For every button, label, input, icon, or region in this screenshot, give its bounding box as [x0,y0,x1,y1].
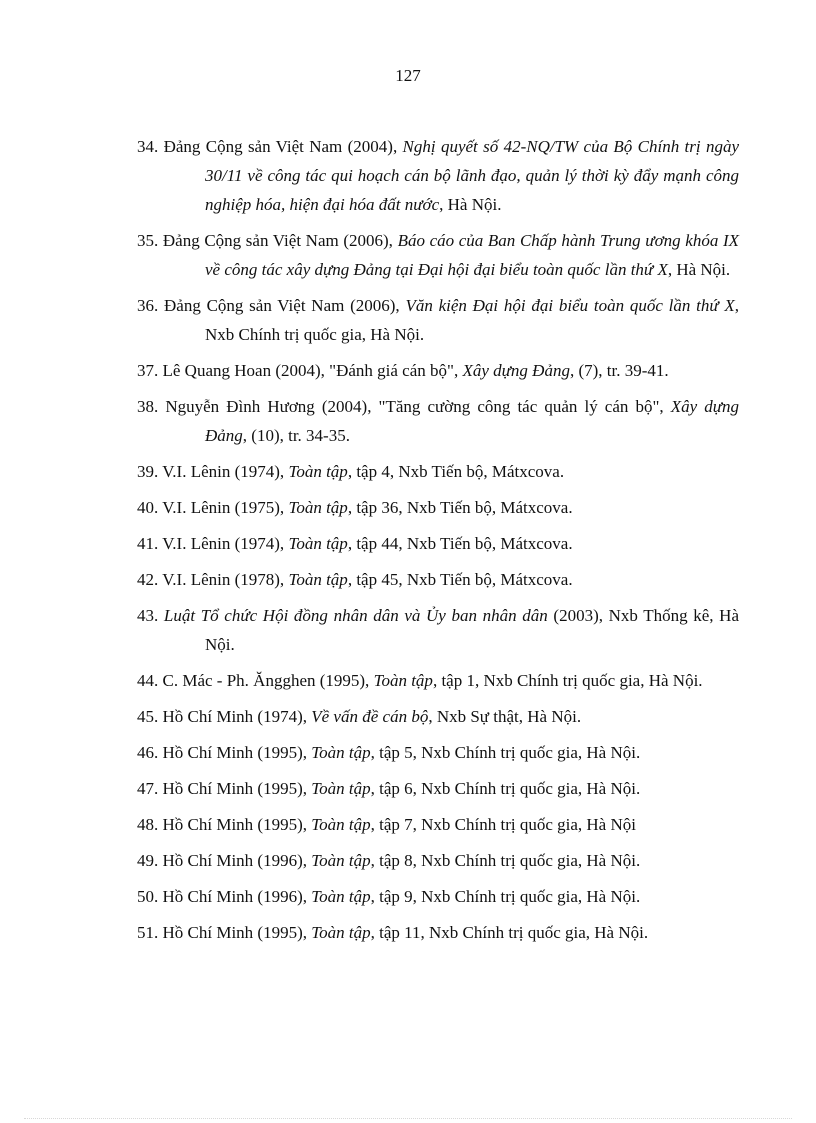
reference-item [137,132,739,219]
reference-item [137,918,739,947]
reference-title: Nghị quyết số 42-NQ/TW của Bộ Chính trị ngày 30/11 về công tác qui hoạch cán bộ lãnh đạo, quản lý thời kỳ đẩy mạnh công nghiệp hóa, hiện đại hóa đất nước [205,137,739,214]
reference-author: Lê Quang Hoan (2004), "Đánh giá cán bộ", [162,361,459,380]
reference-number: 43. [137,606,159,625]
reference-author: Nguyễn Đình Hương (2004), "Tăng cường công tác quản lý cán bộ", [165,397,664,416]
reference-title: Toàn tập [311,743,371,762]
reference-title: Toàn tập [311,779,371,798]
reference-title: Toàn tập [311,815,371,834]
reference-details: , tập 36, Nxb Tiến bộ, Mátxcova. [347,498,573,517]
reference-number: 48. [137,815,159,834]
reference-title: Luật Tổ chức Hội đồng nhân dân và Ủy ban nhân dân [163,606,548,625]
reference-author: Hồ Chí Minh (1995), [162,743,307,762]
reference-item [137,601,739,659]
reference-number: 50. [137,887,159,906]
reference-title: Văn kiện Đại hội đại biểu toàn quốc lần thứ X [405,296,735,315]
reference-details: , tập 1, Nxb Chính trị quốc gia, Hà Nội. [432,671,703,690]
reference-author: V.I. Lênin (1975), [162,498,285,517]
reference-author: Đảng Cộng sản Việt Nam (2004), [163,137,398,156]
reference-title: Toàn tập [288,462,348,481]
reference-author: Hồ Chí Minh (1974), [162,707,307,726]
reference-details: , tập 45, Nxb Tiến bộ, Mátxcova. [347,570,573,589]
reference-item [137,738,739,767]
reference-item [137,846,739,875]
reference-title: Toàn tập [288,570,348,589]
reference-details: , Nxb Chính trị quốc gia, Hà Nội. [205,296,740,344]
reference-details: , tập 11, Nxb Chính trị quốc gia, Hà Nội. [370,923,649,942]
reference-number: 47. [137,779,159,798]
reference-details: , Hà Nội. [667,260,731,279]
reference-item [137,392,739,450]
reference-number: 39. [137,462,159,481]
reference-item [137,882,739,911]
reference-title: Xây dựng Đảng [205,397,740,445]
reference-list [137,132,739,954]
reference-title: Về vấn đề cán bộ [311,707,429,726]
reference-author: Hồ Chí Minh (1995), [162,923,307,942]
reference-details: , tập 9, Nxb Chính trị quốc gia, Hà Nội. [370,887,641,906]
reference-item [137,291,739,349]
reference-number: 45. [137,707,159,726]
reference-number: 36. [137,296,159,315]
reference-details: , tập 8, Nxb Chính trị quốc gia, Hà Nội. [370,851,641,870]
reference-item [137,774,739,803]
reference-title: Xây dựng Đảng [462,361,570,380]
page-bottom-rule [24,1118,792,1119]
reference-number: 38. [137,397,159,416]
reference-number: 49. [137,851,159,870]
reference-item [137,356,739,385]
reference-item [137,529,739,558]
reference-author: V.I. Lênin (1974), [162,462,285,481]
reference-details: , Nxb Sự thật, Hà Nội. [428,707,582,726]
reference-title: Toàn tập [311,887,371,906]
reference-item [137,666,739,695]
reference-details: , tập 4, Nxb Tiến bộ, Mátxcova. [347,462,565,481]
reference-title: Toàn tập [288,498,348,517]
reference-item [137,493,739,522]
reference-author: Hồ Chí Minh (1996), [162,887,307,906]
reference-details: , Hà Nội. [439,195,502,214]
reference-item [137,810,739,839]
reference-number: 37. [137,361,159,380]
reference-item [137,702,739,731]
reference-details: , tập 44, Nxb Tiến bộ, Mátxcova. [347,534,573,553]
reference-number: 42. [137,570,159,589]
reference-title: Toàn tập [311,923,371,942]
reference-number: 35. [137,231,159,250]
reference-title: Toàn tập [373,671,433,690]
reference-author: Hồ Chí Minh (1996), [162,851,307,870]
reference-details: , tập 6, Nxb Chính trị quốc gia, Hà Nội. [370,779,641,798]
reference-item [137,565,739,594]
reference-details: , tập 7, Nxb Chính trị quốc gia, Hà Nội [370,815,636,834]
reference-number: 41. [137,534,159,553]
reference-number: 40. [137,498,159,517]
reference-author: V.I. Lênin (1974), [162,534,285,553]
reference-author: Đảng Cộng sản Việt Nam (2006), [162,231,393,250]
reference-number: 51. [137,923,159,942]
reference-author: Đảng Cộng sản Việt Nam (2006), [164,296,400,315]
reference-details: (2003), Nxb Thống kê, Hà Nội. [205,606,739,654]
reference-number: 34. [137,137,159,156]
reference-title: Toàn tập [288,534,348,553]
reference-author: Hồ Chí Minh (1995), [162,815,307,834]
reference-details: , tập 5, Nxb Chính trị quốc gia, Hà Nội. [370,743,641,762]
reference-details: , (7), tr. 39-41. [569,361,669,380]
reference-author: C. Mác - Ph. Ăngghen (1995), [162,671,370,690]
reference-item [137,457,739,486]
reference-title: Báo cáo của Ban Chấp hành Trung ương khóa IX về công tác xây dựng Đảng tại Đại hội đại biểu toàn quốc lần thứ X [205,231,739,279]
reference-author: Hồ Chí Minh (1995), [162,779,307,798]
reference-item [137,226,739,284]
reference-author: V.I. Lênin (1978), [162,570,285,589]
reference-title: Toàn tập [311,851,371,870]
reference-number: 46. [137,743,159,762]
reference-details: , (10), tr. 34-35. [242,426,350,445]
reference-number: 44. [137,671,159,690]
page-number: 127 [395,66,421,85]
